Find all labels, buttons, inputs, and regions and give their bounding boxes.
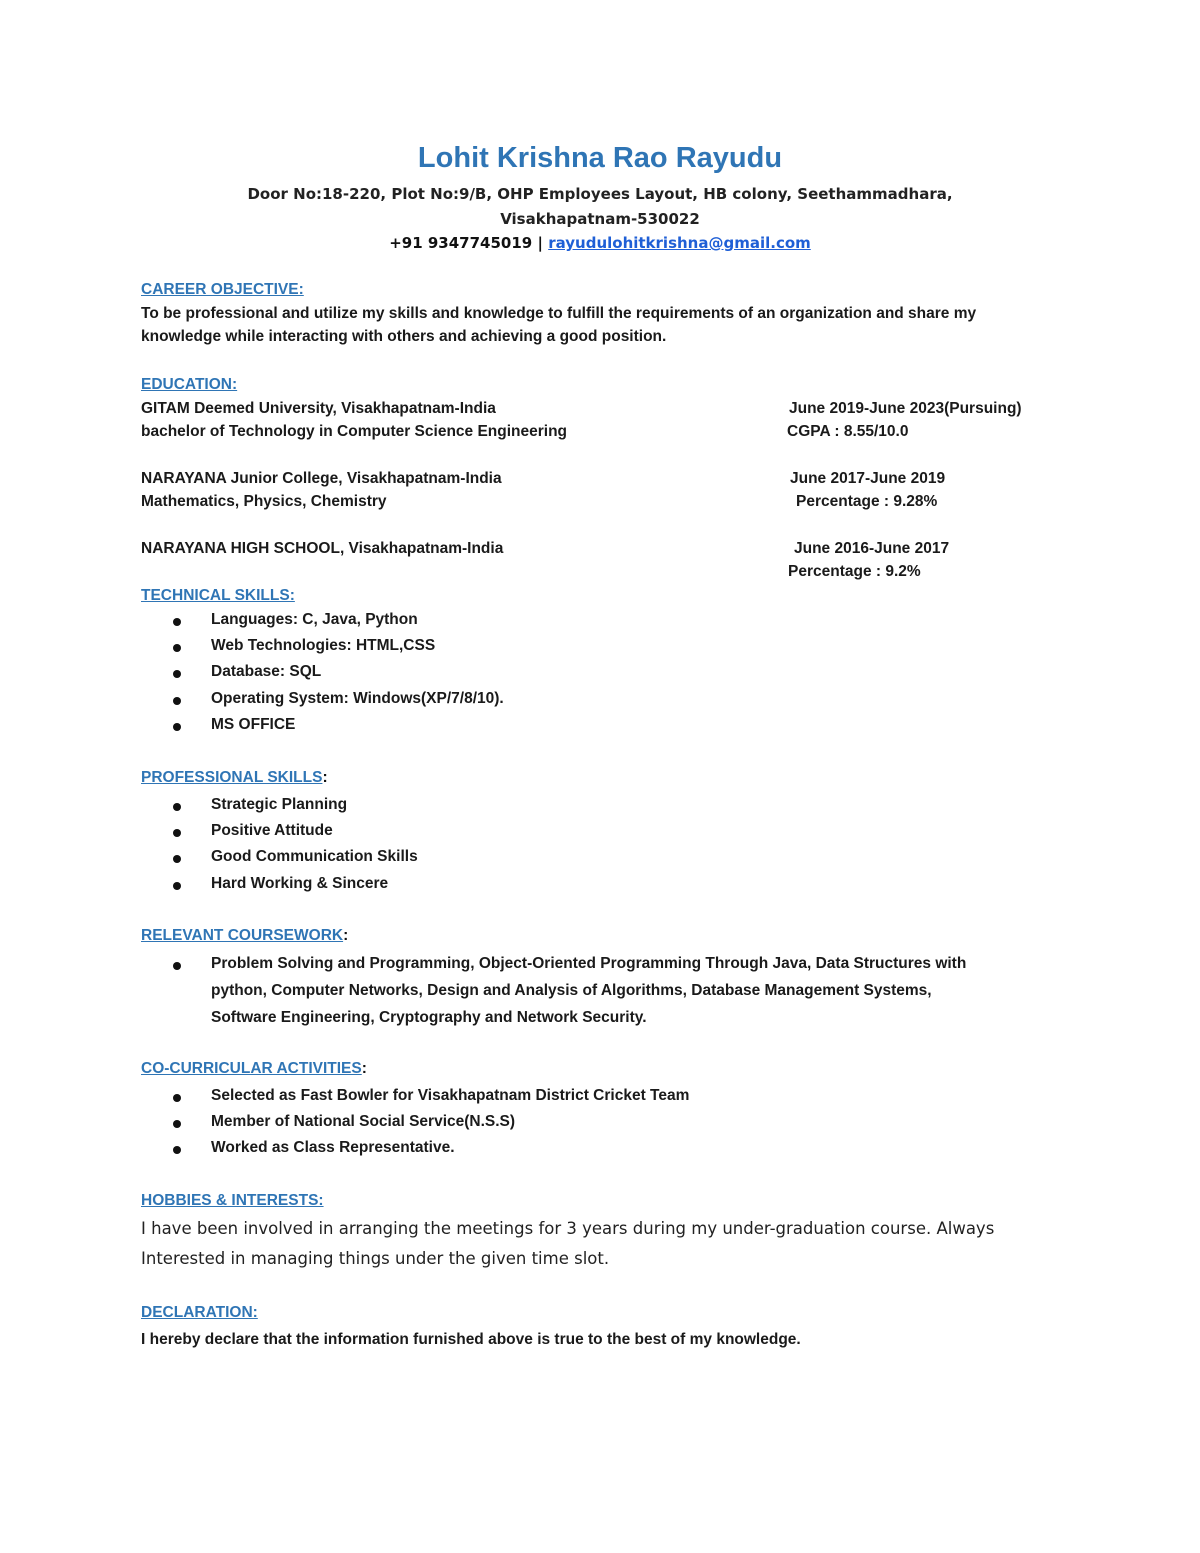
bullet-icon — [173, 723, 181, 731]
heading-label: CO-CURRICULAR ACTIVITIES — [141, 1060, 362, 1077]
education-institution: NARAYANA HIGH SCHOOL, Visakhapatnam-India — [141, 540, 504, 557]
list-item-text: Operating System: Windows(XP/7/8/10). — [211, 690, 504, 707]
phone-number: +91 9347745019 | — [389, 234, 543, 252]
education-program: Mathematics, Physics, Chemistry — [141, 493, 387, 510]
bullet-icon — [173, 855, 181, 863]
contact-line — [0, 234, 1200, 252]
hobbies-heading: HOBBIES & INTERESTS: — [141, 1192, 324, 1209]
list-item-text: MS OFFICE — [211, 716, 296, 733]
education-heading: EDUCATION: — [141, 376, 238, 393]
professional-skills-heading — [141, 769, 328, 787]
bullet-icon — [173, 670, 181, 678]
list-item-text: Good Communication Skills — [211, 848, 418, 865]
list-item-text: Member of National Social Service(N.S.S) — [211, 1113, 516, 1130]
relevant-coursework-heading — [141, 927, 348, 945]
declaration-heading: DECLARATION: — [141, 1304, 258, 1321]
education-dates: June 2019-June 2023(Pursuing) — [789, 400, 1022, 417]
bullet-icon — [173, 1120, 181, 1128]
list-item-text: Worked as Class Representative. — [211, 1139, 455, 1156]
email-link[interactable]: rayudulohitkrishna@gmail.com — [548, 234, 811, 252]
coursework-line-3: Software Engineering, Cryptography and Network Security. — [211, 1009, 647, 1026]
bullet-icon — [173, 1146, 181, 1154]
education-score: CGPA : 8.55/10.0 — [787, 423, 909, 440]
list-item-text: Web Technologies: HTML,CSS — [211, 637, 436, 654]
education-institution: NARAYANA Junior College, Visakhapatnam-India — [141, 470, 502, 487]
heading-colon: : — [343, 927, 349, 944]
education-dates: June 2016-June 2017 — [794, 540, 950, 557]
hobbies-line-1: I have been involved in arranging the meetings for 3 years during my under-graduation course. Always — [141, 1219, 995, 1238]
education-dates: June 2017-June 2019 — [790, 470, 946, 487]
education-score: Percentage : 9.2% — [788, 563, 921, 580]
heading-colon: : — [361, 1060, 367, 1077]
list-item-text: Strategic Planning — [211, 796, 348, 813]
bullet-icon — [173, 697, 181, 705]
list-item-text: Selected as Fast Bowler for Visakhapatnam District Cricket Team — [211, 1087, 690, 1104]
bullet-icon — [173, 882, 181, 890]
heading-label: RELEVANT COURSEWORK — [141, 927, 344, 944]
career-objective-line-1: To be professional and utilize my skills and knowledge to fulfill the requirements of an organization and share my — [141, 305, 977, 322]
bullet-icon — [173, 803, 181, 811]
list-item-text: Database: SQL — [211, 663, 322, 680]
hobbies-line-2: Interested in managing things under the given time slot. — [141, 1249, 610, 1268]
bullet-icon — [173, 962, 181, 970]
bullet-icon — [173, 644, 181, 652]
heading-colon: : — [322, 769, 328, 786]
co-curricular-heading — [141, 1060, 367, 1078]
candidate-name: Lohit Krishna Rao Rayudu — [417, 142, 783, 174]
coursework-line-2: python, Computer Networks, Design and Analysis of Algorithms, Database Management Systems, — [211, 982, 932, 999]
career-objective-line-2: knowledge while interacting with others and achieving a good position. — [141, 328, 667, 345]
list-item-text: Hard Working & Sincere — [211, 875, 389, 892]
bullet-icon — [173, 829, 181, 837]
address-line-2: Visakhapatnam-530022 — [500, 210, 700, 228]
heading-label: PROFESSIONAL SKILLS — [141, 769, 323, 786]
career-objective-heading: CAREER OBJECTIVE: — [141, 281, 304, 298]
declaration-text: I hereby declare that the information furnished above is true to the best of my knowledge. — [141, 1331, 801, 1348]
list-item-text: Languages: C, Java, Python — [211, 611, 418, 628]
technical-skills-heading: TECHNICAL SKILLS: — [141, 587, 295, 604]
list-item-text: Positive Attitude — [211, 822, 333, 839]
coursework-line-1: Problem Solving and Programming, Object-Oriented Programming Through Java, Data Structures with — [211, 955, 967, 972]
education-institution: GITAM Deemed University, Visakhapatnam-India — [141, 400, 496, 417]
education-program: bachelor of Technology in Computer Science Engineering — [141, 423, 568, 440]
education-score: Percentage : 9.28% — [796, 493, 938, 510]
bullet-icon — [173, 618, 181, 626]
address-line-1: Door No:18-220, Plot No:9/B, OHP Employees Layout, HB colony, Seethammadhara, — [247, 185, 953, 203]
bullet-icon — [173, 1094, 181, 1102]
